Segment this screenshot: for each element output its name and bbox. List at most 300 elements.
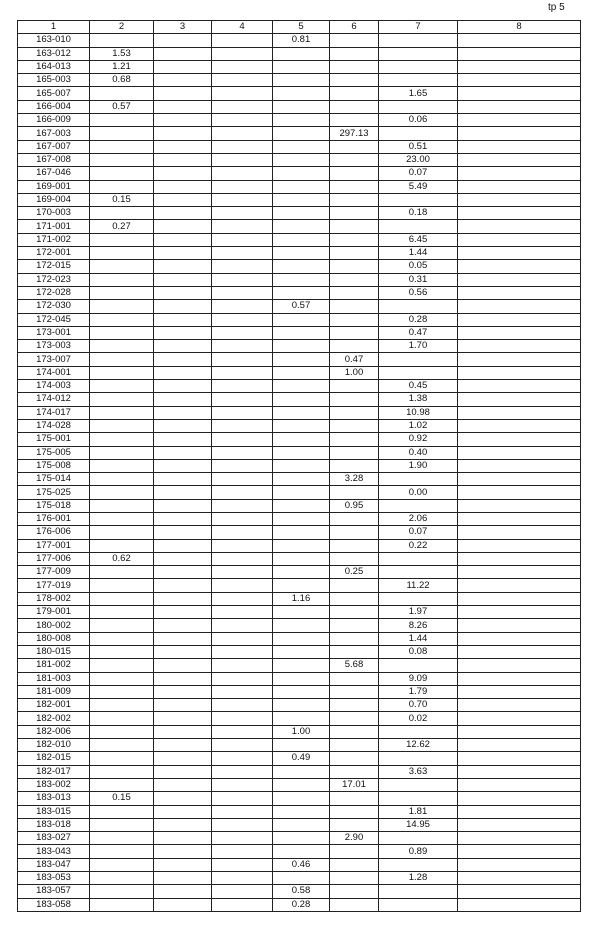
value-cell bbox=[379, 752, 458, 765]
value-cell bbox=[458, 818, 581, 831]
value-cell bbox=[458, 47, 581, 60]
value-cell: 0.89 bbox=[379, 845, 458, 858]
value-cell: 9.09 bbox=[379, 672, 458, 685]
table-row bbox=[18, 526, 581, 539]
value-cell bbox=[330, 606, 379, 619]
value-cell: 0.07 bbox=[379, 167, 458, 180]
value-cell bbox=[273, 778, 330, 791]
header-row bbox=[18, 21, 581, 34]
table-row bbox=[18, 632, 581, 645]
row-id-cell: 173-001 bbox=[18, 326, 90, 339]
value-cell bbox=[212, 233, 273, 246]
value-cell bbox=[273, 712, 330, 725]
value-cell: 0.15 bbox=[90, 193, 154, 206]
value-cell bbox=[90, 286, 154, 299]
value-cell bbox=[458, 353, 581, 366]
value-cell bbox=[90, 659, 154, 672]
value-cell bbox=[330, 286, 379, 299]
value-cell bbox=[90, 247, 154, 260]
value-cell bbox=[212, 725, 273, 738]
row-id-cell: 180-008 bbox=[18, 632, 90, 645]
value-cell bbox=[90, 765, 154, 778]
value-cell bbox=[212, 114, 273, 127]
value-cell bbox=[273, 566, 330, 579]
value-cell bbox=[458, 805, 581, 818]
value-cell bbox=[379, 193, 458, 206]
row-id-cell: 167-003 bbox=[18, 127, 90, 140]
value-cell: 0.45 bbox=[379, 380, 458, 393]
row-id-cell: 183-043 bbox=[18, 845, 90, 858]
column-header: 8 bbox=[458, 21, 581, 34]
value-cell bbox=[458, 100, 581, 113]
value-cell: 5.68 bbox=[330, 659, 379, 672]
table-row bbox=[18, 87, 581, 100]
value-cell bbox=[458, 326, 581, 339]
value-cell bbox=[330, 74, 379, 87]
value-cell bbox=[273, 765, 330, 778]
value-cell bbox=[154, 260, 212, 273]
value-cell bbox=[330, 193, 379, 206]
row-id-cell: 182-015 bbox=[18, 752, 90, 765]
value-cell bbox=[154, 419, 212, 432]
table-row bbox=[18, 778, 581, 791]
table-row bbox=[18, 380, 581, 393]
value-cell bbox=[90, 898, 154, 911]
row-id-cell: 175-005 bbox=[18, 446, 90, 459]
row-id-cell: 177-006 bbox=[18, 552, 90, 565]
value-cell bbox=[273, 127, 330, 140]
value-cell bbox=[212, 300, 273, 313]
value-cell bbox=[458, 619, 581, 632]
value-cell bbox=[458, 406, 581, 419]
table-row bbox=[18, 167, 581, 180]
value-cell bbox=[273, 872, 330, 885]
value-cell bbox=[458, 300, 581, 313]
value-cell bbox=[330, 792, 379, 805]
value-cell bbox=[212, 473, 273, 486]
value-cell bbox=[212, 47, 273, 60]
value-cell bbox=[379, 220, 458, 233]
table-row bbox=[18, 60, 581, 73]
table-row bbox=[18, 473, 581, 486]
value-cell bbox=[458, 712, 581, 725]
value-cell bbox=[212, 260, 273, 273]
value-cell bbox=[154, 353, 212, 366]
value-cell bbox=[330, 433, 379, 446]
value-cell bbox=[212, 632, 273, 645]
value-cell bbox=[330, 340, 379, 353]
value-cell bbox=[330, 87, 379, 100]
value-cell: 0.27 bbox=[90, 220, 154, 233]
value-cell bbox=[330, 645, 379, 658]
value-cell bbox=[273, 619, 330, 632]
value-cell bbox=[154, 473, 212, 486]
value-cell bbox=[212, 127, 273, 140]
value-cell bbox=[330, 685, 379, 698]
value-cell bbox=[273, 207, 330, 220]
value-cell: 5.49 bbox=[379, 180, 458, 193]
value-cell bbox=[212, 685, 273, 698]
value-cell bbox=[458, 459, 581, 472]
value-cell bbox=[273, 499, 330, 512]
row-id-cell: 179-001 bbox=[18, 606, 90, 619]
value-cell bbox=[90, 114, 154, 127]
row-id-cell: 174-012 bbox=[18, 393, 90, 406]
row-id-cell: 175-018 bbox=[18, 499, 90, 512]
table-row bbox=[18, 459, 581, 472]
column-header: 4 bbox=[212, 21, 273, 34]
value-cell bbox=[458, 872, 581, 885]
value-cell bbox=[330, 512, 379, 525]
table-row bbox=[18, 353, 581, 366]
value-cell bbox=[154, 74, 212, 87]
value-cell bbox=[212, 818, 273, 831]
value-cell bbox=[90, 872, 154, 885]
value-cell bbox=[273, 805, 330, 818]
value-cell bbox=[330, 765, 379, 778]
table-row bbox=[18, 34, 581, 47]
value-cell bbox=[273, 818, 330, 831]
value-cell bbox=[273, 699, 330, 712]
table-row bbox=[18, 858, 581, 871]
value-cell bbox=[379, 778, 458, 791]
value-cell: 2.90 bbox=[330, 832, 379, 845]
row-id-cell: 180-002 bbox=[18, 619, 90, 632]
value-cell bbox=[458, 473, 581, 486]
row-id-cell: 182-017 bbox=[18, 765, 90, 778]
value-cell bbox=[154, 512, 212, 525]
value-cell bbox=[154, 552, 212, 565]
value-cell bbox=[154, 286, 212, 299]
row-id-cell: 169-001 bbox=[18, 180, 90, 193]
value-cell bbox=[154, 47, 212, 60]
value-cell bbox=[90, 34, 154, 47]
value-cell bbox=[273, 433, 330, 446]
table-row bbox=[18, 752, 581, 765]
row-id-cell: 183-057 bbox=[18, 885, 90, 898]
value-cell bbox=[458, 606, 581, 619]
value-cell bbox=[330, 153, 379, 166]
value-cell bbox=[154, 486, 212, 499]
value-cell bbox=[212, 699, 273, 712]
value-cell bbox=[154, 725, 212, 738]
value-cell: 10.98 bbox=[379, 406, 458, 419]
value-cell bbox=[330, 539, 379, 552]
value-cell bbox=[154, 898, 212, 911]
value-cell bbox=[154, 60, 212, 73]
row-id-cell: 172-030 bbox=[18, 300, 90, 313]
value-cell bbox=[90, 512, 154, 525]
value-cell bbox=[379, 499, 458, 512]
value-cell bbox=[90, 380, 154, 393]
value-cell bbox=[154, 818, 212, 831]
value-cell bbox=[212, 87, 273, 100]
value-cell bbox=[330, 739, 379, 752]
value-cell bbox=[90, 858, 154, 871]
value-cell: 0.95 bbox=[330, 499, 379, 512]
value-cell bbox=[90, 353, 154, 366]
table-row bbox=[18, 792, 581, 805]
value-cell: 0.62 bbox=[90, 552, 154, 565]
value-cell bbox=[458, 127, 581, 140]
value-cell bbox=[212, 486, 273, 499]
value-cell bbox=[330, 326, 379, 339]
value-cell bbox=[154, 34, 212, 47]
table-row bbox=[18, 114, 581, 127]
table-row bbox=[18, 512, 581, 525]
table-row bbox=[18, 765, 581, 778]
table-body bbox=[18, 34, 581, 912]
value-cell bbox=[330, 526, 379, 539]
value-cell bbox=[379, 885, 458, 898]
value-cell bbox=[212, 885, 273, 898]
row-id-cell: 173-003 bbox=[18, 340, 90, 353]
value-cell bbox=[212, 606, 273, 619]
value-cell bbox=[154, 87, 212, 100]
table-row bbox=[18, 127, 581, 140]
value-cell bbox=[90, 619, 154, 632]
value-cell bbox=[458, 672, 581, 685]
table-row bbox=[18, 406, 581, 419]
value-cell bbox=[273, 114, 330, 127]
value-cell bbox=[273, 273, 330, 286]
table-row bbox=[18, 566, 581, 579]
value-cell: 0.51 bbox=[379, 140, 458, 153]
value-cell bbox=[273, 153, 330, 166]
row-id-cell: 182-006 bbox=[18, 725, 90, 738]
row-id-cell: 183-018 bbox=[18, 818, 90, 831]
value-cell bbox=[273, 380, 330, 393]
value-cell bbox=[90, 845, 154, 858]
row-id-cell: 182-001 bbox=[18, 699, 90, 712]
value-cell bbox=[273, 47, 330, 60]
value-cell bbox=[154, 247, 212, 260]
row-id-cell: 174-017 bbox=[18, 406, 90, 419]
row-id-cell: 177-019 bbox=[18, 579, 90, 592]
value-cell bbox=[458, 526, 581, 539]
value-cell bbox=[154, 220, 212, 233]
value-cell bbox=[90, 752, 154, 765]
value-cell bbox=[330, 845, 379, 858]
value-cell bbox=[379, 100, 458, 113]
value-cell bbox=[154, 539, 212, 552]
value-cell bbox=[273, 100, 330, 113]
row-id-cell: 173-007 bbox=[18, 353, 90, 366]
value-cell bbox=[330, 419, 379, 432]
table-row bbox=[18, 712, 581, 725]
value-cell: 3.63 bbox=[379, 765, 458, 778]
value-cell bbox=[212, 872, 273, 885]
value-cell bbox=[212, 832, 273, 845]
value-cell: 0.22 bbox=[379, 539, 458, 552]
value-cell bbox=[154, 446, 212, 459]
table-row bbox=[18, 74, 581, 87]
value-cell bbox=[379, 898, 458, 911]
value-cell bbox=[458, 752, 581, 765]
column-header: 6 bbox=[330, 21, 379, 34]
value-cell bbox=[458, 539, 581, 552]
value-cell: 0.57 bbox=[273, 300, 330, 313]
value-cell bbox=[273, 645, 330, 658]
value-cell bbox=[458, 499, 581, 512]
row-id-cell: 172-015 bbox=[18, 260, 90, 273]
page-label: tp 5 bbox=[548, 2, 565, 13]
value-cell bbox=[90, 419, 154, 432]
value-cell bbox=[154, 619, 212, 632]
value-cell: 1.90 bbox=[379, 459, 458, 472]
value-cell bbox=[154, 872, 212, 885]
value-cell bbox=[330, 446, 379, 459]
value-cell bbox=[154, 752, 212, 765]
value-cell bbox=[379, 552, 458, 565]
table-row bbox=[18, 313, 581, 326]
table-row bbox=[18, 340, 581, 353]
value-cell bbox=[273, 286, 330, 299]
value-cell: 1.97 bbox=[379, 606, 458, 619]
value-cell bbox=[330, 34, 379, 47]
row-id-cell: 182-002 bbox=[18, 712, 90, 725]
table-row bbox=[18, 645, 581, 658]
value-cell bbox=[458, 592, 581, 605]
table-row bbox=[18, 699, 581, 712]
value-cell bbox=[212, 459, 273, 472]
value-cell bbox=[273, 459, 330, 472]
value-cell bbox=[379, 725, 458, 738]
table-row bbox=[18, 818, 581, 831]
row-id-cell: 174-001 bbox=[18, 366, 90, 379]
value-cell: 2.06 bbox=[379, 512, 458, 525]
value-cell bbox=[212, 858, 273, 871]
value-cell bbox=[154, 406, 212, 419]
value-cell: 14.95 bbox=[379, 818, 458, 831]
value-cell bbox=[379, 858, 458, 871]
table-row bbox=[18, 898, 581, 911]
value-cell bbox=[458, 167, 581, 180]
value-cell bbox=[154, 114, 212, 127]
row-id-cell: 175-025 bbox=[18, 486, 90, 499]
table-row bbox=[18, 685, 581, 698]
value-cell bbox=[458, 313, 581, 326]
row-id-cell: 166-004 bbox=[18, 100, 90, 113]
value-cell bbox=[330, 805, 379, 818]
value-cell bbox=[330, 393, 379, 406]
value-cell: 0.00 bbox=[379, 486, 458, 499]
value-cell bbox=[154, 672, 212, 685]
row-id-cell: 172-001 bbox=[18, 247, 90, 260]
value-cell: 0.47 bbox=[330, 353, 379, 366]
table-row bbox=[18, 539, 581, 552]
value-cell bbox=[154, 792, 212, 805]
value-cell: 0.06 bbox=[379, 114, 458, 127]
value-cell bbox=[90, 566, 154, 579]
value-cell: 11.22 bbox=[379, 579, 458, 592]
row-id-cell: 177-009 bbox=[18, 566, 90, 579]
value-cell: 0.68 bbox=[90, 74, 154, 87]
value-cell bbox=[273, 552, 330, 565]
value-cell bbox=[330, 260, 379, 273]
value-cell bbox=[154, 699, 212, 712]
table-row bbox=[18, 300, 581, 313]
row-id-cell: 165-007 bbox=[18, 87, 90, 100]
value-cell bbox=[90, 606, 154, 619]
value-cell: 1.16 bbox=[273, 592, 330, 605]
row-id-cell: 183-013 bbox=[18, 792, 90, 805]
value-cell bbox=[379, 659, 458, 672]
row-id-cell: 176-001 bbox=[18, 512, 90, 525]
value-cell: 0.28 bbox=[273, 898, 330, 911]
value-cell bbox=[212, 539, 273, 552]
value-cell bbox=[90, 127, 154, 140]
value-cell bbox=[154, 526, 212, 539]
value-cell bbox=[212, 393, 273, 406]
value-cell bbox=[90, 446, 154, 459]
value-cell bbox=[212, 845, 273, 858]
row-id-cell: 174-003 bbox=[18, 380, 90, 393]
value-cell: 297.13 bbox=[330, 127, 379, 140]
value-cell bbox=[458, 233, 581, 246]
value-cell bbox=[90, 87, 154, 100]
value-cell: 0.15 bbox=[90, 792, 154, 805]
value-cell bbox=[273, 512, 330, 525]
value-cell: 0.70 bbox=[379, 699, 458, 712]
value-cell bbox=[273, 539, 330, 552]
value-cell bbox=[90, 818, 154, 831]
value-cell bbox=[273, 140, 330, 153]
value-cell: 0.49 bbox=[273, 752, 330, 765]
value-cell bbox=[90, 207, 154, 220]
value-cell bbox=[273, 233, 330, 246]
value-cell bbox=[212, 406, 273, 419]
table-row bbox=[18, 659, 581, 672]
value-cell bbox=[154, 207, 212, 220]
value-cell bbox=[273, 180, 330, 193]
value-cell bbox=[212, 805, 273, 818]
table-row bbox=[18, 845, 581, 858]
value-cell bbox=[154, 340, 212, 353]
data-table bbox=[17, 20, 581, 912]
value-cell bbox=[458, 60, 581, 73]
value-cell: 1.00 bbox=[330, 366, 379, 379]
value-cell bbox=[154, 659, 212, 672]
value-cell bbox=[90, 153, 154, 166]
value-cell bbox=[154, 685, 212, 698]
value-cell bbox=[273, 792, 330, 805]
value-cell bbox=[154, 499, 212, 512]
value-cell bbox=[212, 552, 273, 565]
value-cell bbox=[212, 419, 273, 432]
value-cell bbox=[379, 353, 458, 366]
row-id-cell: 170-003 bbox=[18, 207, 90, 220]
value-cell: 0.05 bbox=[379, 260, 458, 273]
value-cell bbox=[90, 685, 154, 698]
table-row bbox=[18, 592, 581, 605]
row-id-cell: 175-008 bbox=[18, 459, 90, 472]
value-cell: 1.28 bbox=[379, 872, 458, 885]
value-cell bbox=[154, 193, 212, 206]
value-cell bbox=[330, 313, 379, 326]
value-cell bbox=[458, 566, 581, 579]
value-cell bbox=[273, 446, 330, 459]
value-cell bbox=[212, 526, 273, 539]
value-cell bbox=[458, 247, 581, 260]
value-cell bbox=[212, 207, 273, 220]
row-id-cell: 175-014 bbox=[18, 473, 90, 486]
value-cell bbox=[330, 632, 379, 645]
row-id-cell: 171-002 bbox=[18, 233, 90, 246]
value-cell bbox=[330, 300, 379, 313]
value-cell bbox=[90, 393, 154, 406]
value-cell: 1.70 bbox=[379, 340, 458, 353]
